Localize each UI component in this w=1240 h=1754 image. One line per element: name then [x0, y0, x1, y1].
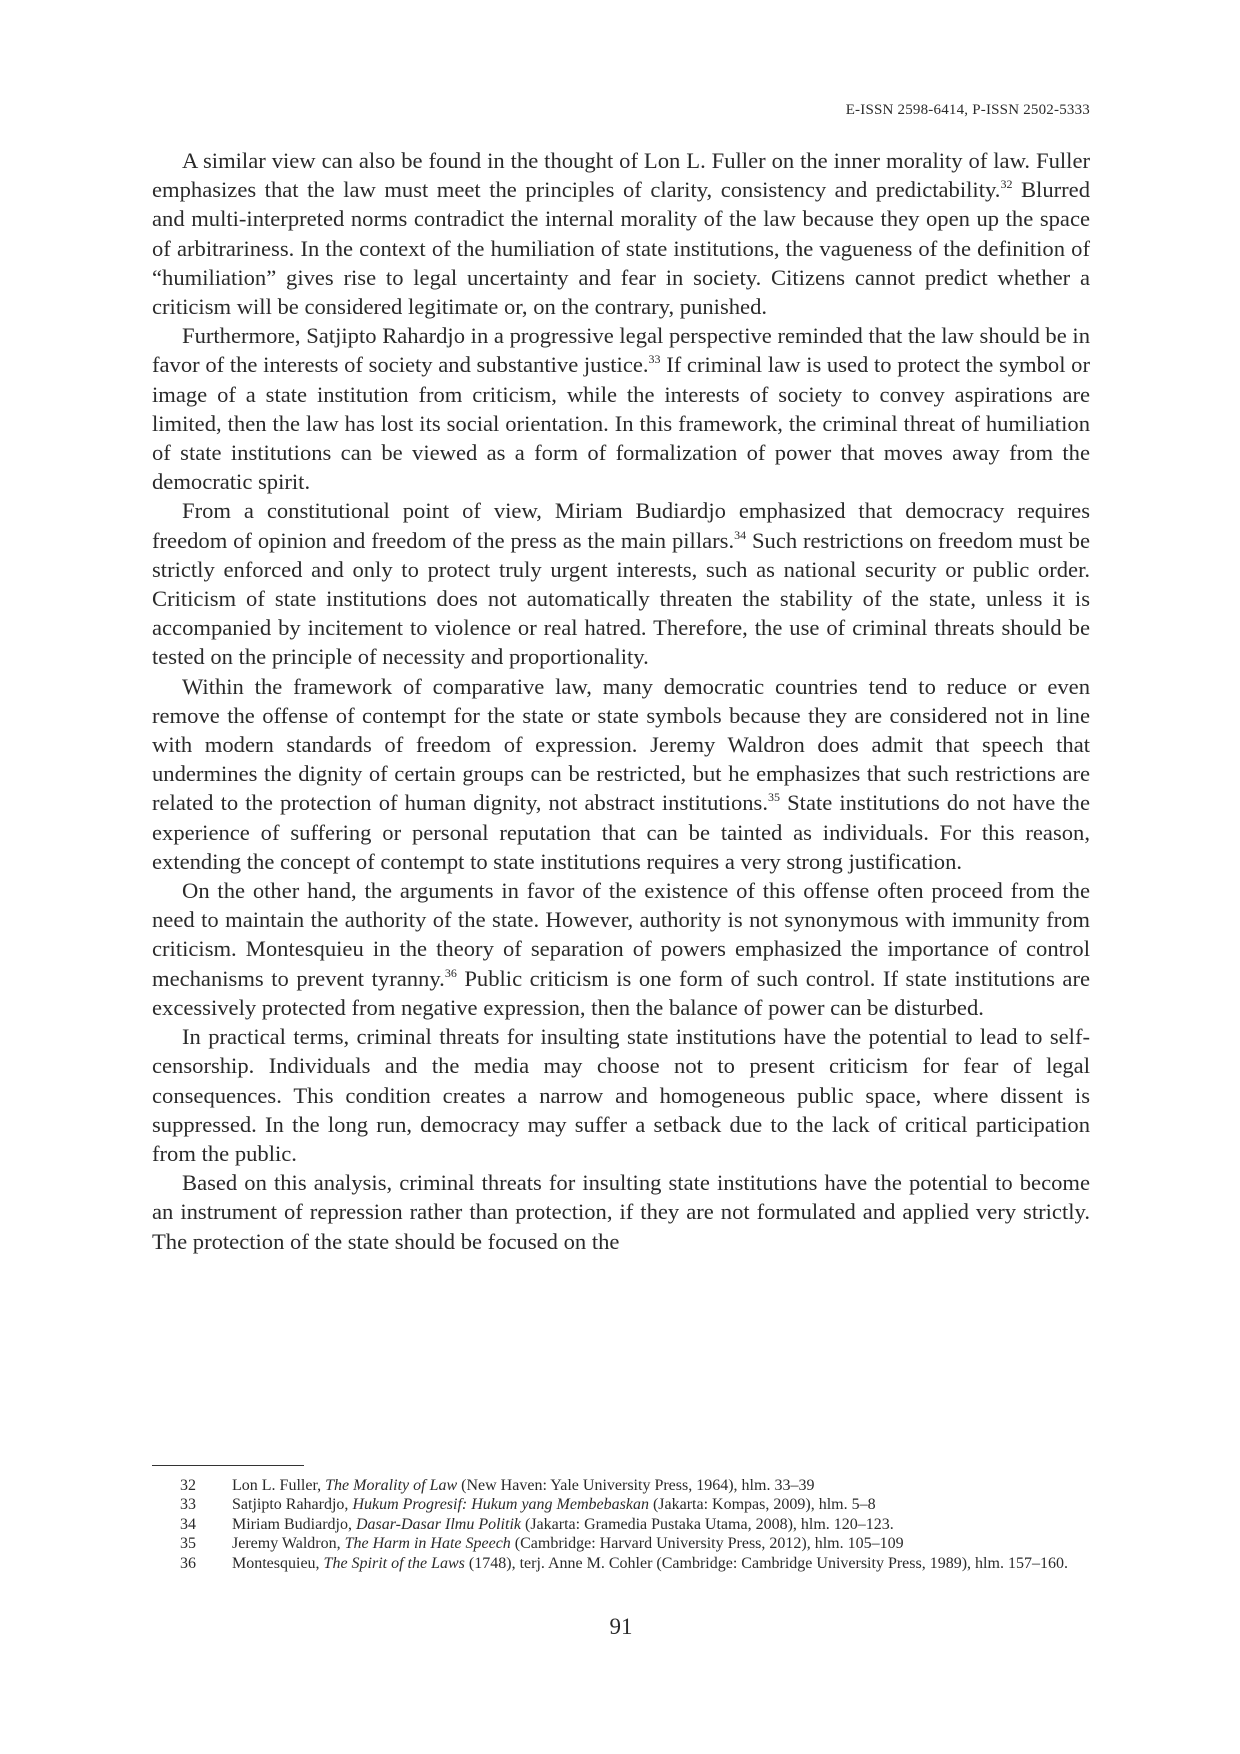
footnote-item: 32 Lon L. Fuller, The Morality of Law (New Haven: Yale University Press, 1964), hlm. 33–39: [180, 1477, 815, 1494]
footnote-item: 33 Satjipto Rahardjo, Hukum Progresif: Hukum yang Membebaskan (Jakarta: Kompas, 2009), hlm. 5–8: [180, 1496, 876, 1514]
footnote-reference[interactable]: 36: [444, 965, 457, 980]
citation-title: The Spirit of the Laws: [323, 1554, 465, 1572]
footnote-reference[interactable]: 35: [767, 790, 780, 805]
paragraph: Based on this analysis, criminal threats for insulting state institutions have the potential to become an instrument of repression rather than protection, if they are not formulated and applied very strictly. The protection of the state should be focused on the: [152, 1170, 1090, 1254]
footnote-number: 34: [180, 1515, 196, 1533]
citation-title: Dasar-Dasar Ilmu Politik: [355, 1515, 521, 1533]
footnote-item: 34 Miriam Budiardjo, Dasar-Dasar Ilmu Politik (Jakarta: Gramedia Pustaka Utama, 2008), hlm. 120–123.: [180, 1515, 894, 1533]
footnote-item: 35 Jeremy Waldron, The Harm in Hate Speech (Cambridge: Harvard University Press, 2012), hlm. 105–109: [180, 1535, 904, 1553]
footnote-reference[interactable]: 33: [648, 352, 661, 367]
footnote-number: 35: [180, 1535, 196, 1553]
page-number: 91: [609, 1614, 633, 1639]
footnote-number: 36: [180, 1554, 196, 1572]
main-body-text: [152, 146, 1090, 1256]
journal-page: [152, 0, 1090, 1754]
citation-title: The Morality of Law: [325, 1477, 458, 1494]
footnote-number: 32: [180, 1477, 196, 1494]
footnote-reference[interactable]: 34: [734, 527, 747, 542]
paragraph: In practical terms, criminal threats for insulting state institutions have the potential to lead to self-censorship. Individuals and the media may choose not to present criticism for fear of legal consequences. This condition creates a narrow and homogeneous public space, where dissent is suppressed. In the long run, democracy may suffer a setback due to the lack of critical participation from the public.: [152, 1024, 1090, 1166]
footnote-reference[interactable]: 32: [1000, 177, 1013, 192]
paragraph: Within the framework of comparative law, many democratic countries tend to reduce or even remove the offense of contempt for the state or state symbols because they are considered not in line with modern standards of freedom of expression. Jeremy Waldron does admit that speech that undermines the dignity of certain groups can be restricted, but he emphasizes that such restrictions are related to the protection of human dignity, not abstract institutions.$^{35}$ State institutions do not have the experience of suffering or personal reputation that can be tainted as individuals. For this reason, extending the concept of contempt to state institutions requires a very strong justification.: [152, 673, 1090, 874]
paragraph: Furthermore, Satjipto Rahardjo in a progressive legal perspective reminded that the law should be in favor of the interests of society and substantive justice.$^{33}$ If criminal law is used to protect the symbol or image of a state institution from criticism, while the interests of society to convey aspirations are limited, then the law has lost its social orientation. In this framework, the criminal threat of humiliation of state institutions can be viewed as a form of formalization of power that moves away from the democratic spirit.: [152, 323, 1090, 495]
citation-title: Hukum Progresif: Hukum yang Membebaskan: [352, 1496, 649, 1514]
footnote-divider: [152, 1465, 304, 1466]
footnote-item: 36 Montesquieu, The Spirit of the Laws (1748), terj. Anne M. Cohler (Cambridge: Cambridge University Press, 1989), hlm. 157–160.: [180, 1554, 1068, 1572]
footnote-number: 33: [180, 1496, 196, 1514]
citation-title: The Harm in Hate Speech: [344, 1535, 511, 1553]
footnotes: [152, 1476, 1090, 1573]
paragraph: A similar view can also be found in the thought of Lon L. Fuller on the inner morality of law. Fuller emphasizes that the law must meet the principles of clarity, consistency and predictability.$^{32}$ Blurred and multi-interpreted norms contradict the internal morality of the law because they open up the space of arbitrariness. In the context of the humiliation of state institutions, the vagueness of the definition of “humiliation” gives rise to legal uncertainty and fear in society. Citizens cannot predict whether a criticism will be considered legitimate or, on the contrary, punished.: [152, 148, 1090, 320]
paragraph: On the other hand, the arguments in favor of the existence of this offense often proceed from the need to maintain the authority of the state. However, authority is not synonymous with immunity from criticism. Montesquieu in the theory of separation of powers emphasized the importance of control mechanisms to prevent tyranny.$^{36}$ Public criticism is one form of such control. If state institutions are excessively protected from negative expression, then the balance of power can be disturbed.: [152, 878, 1091, 1020]
paragraph: From a constitutional point of view, Miriam Budiardjo emphasized that democracy requires freedom of opinion and freedom of the press as the main pillars.$^{34}$ Such restrictions on freedom must be strictly enforced and only to protect truly urgent interests, such as national security or public order. Criticism of state institutions does not automatically threaten the stability of the state, unless it is accompanied by incitement to violence or real hatred. Therefore, the use of criminal threats should be tested on the principle of necessity and proportionality.: [152, 498, 1090, 670]
issn-header: E-ISSN 2598-6414, P-ISSN 2502-5333: [845, 102, 1090, 118]
